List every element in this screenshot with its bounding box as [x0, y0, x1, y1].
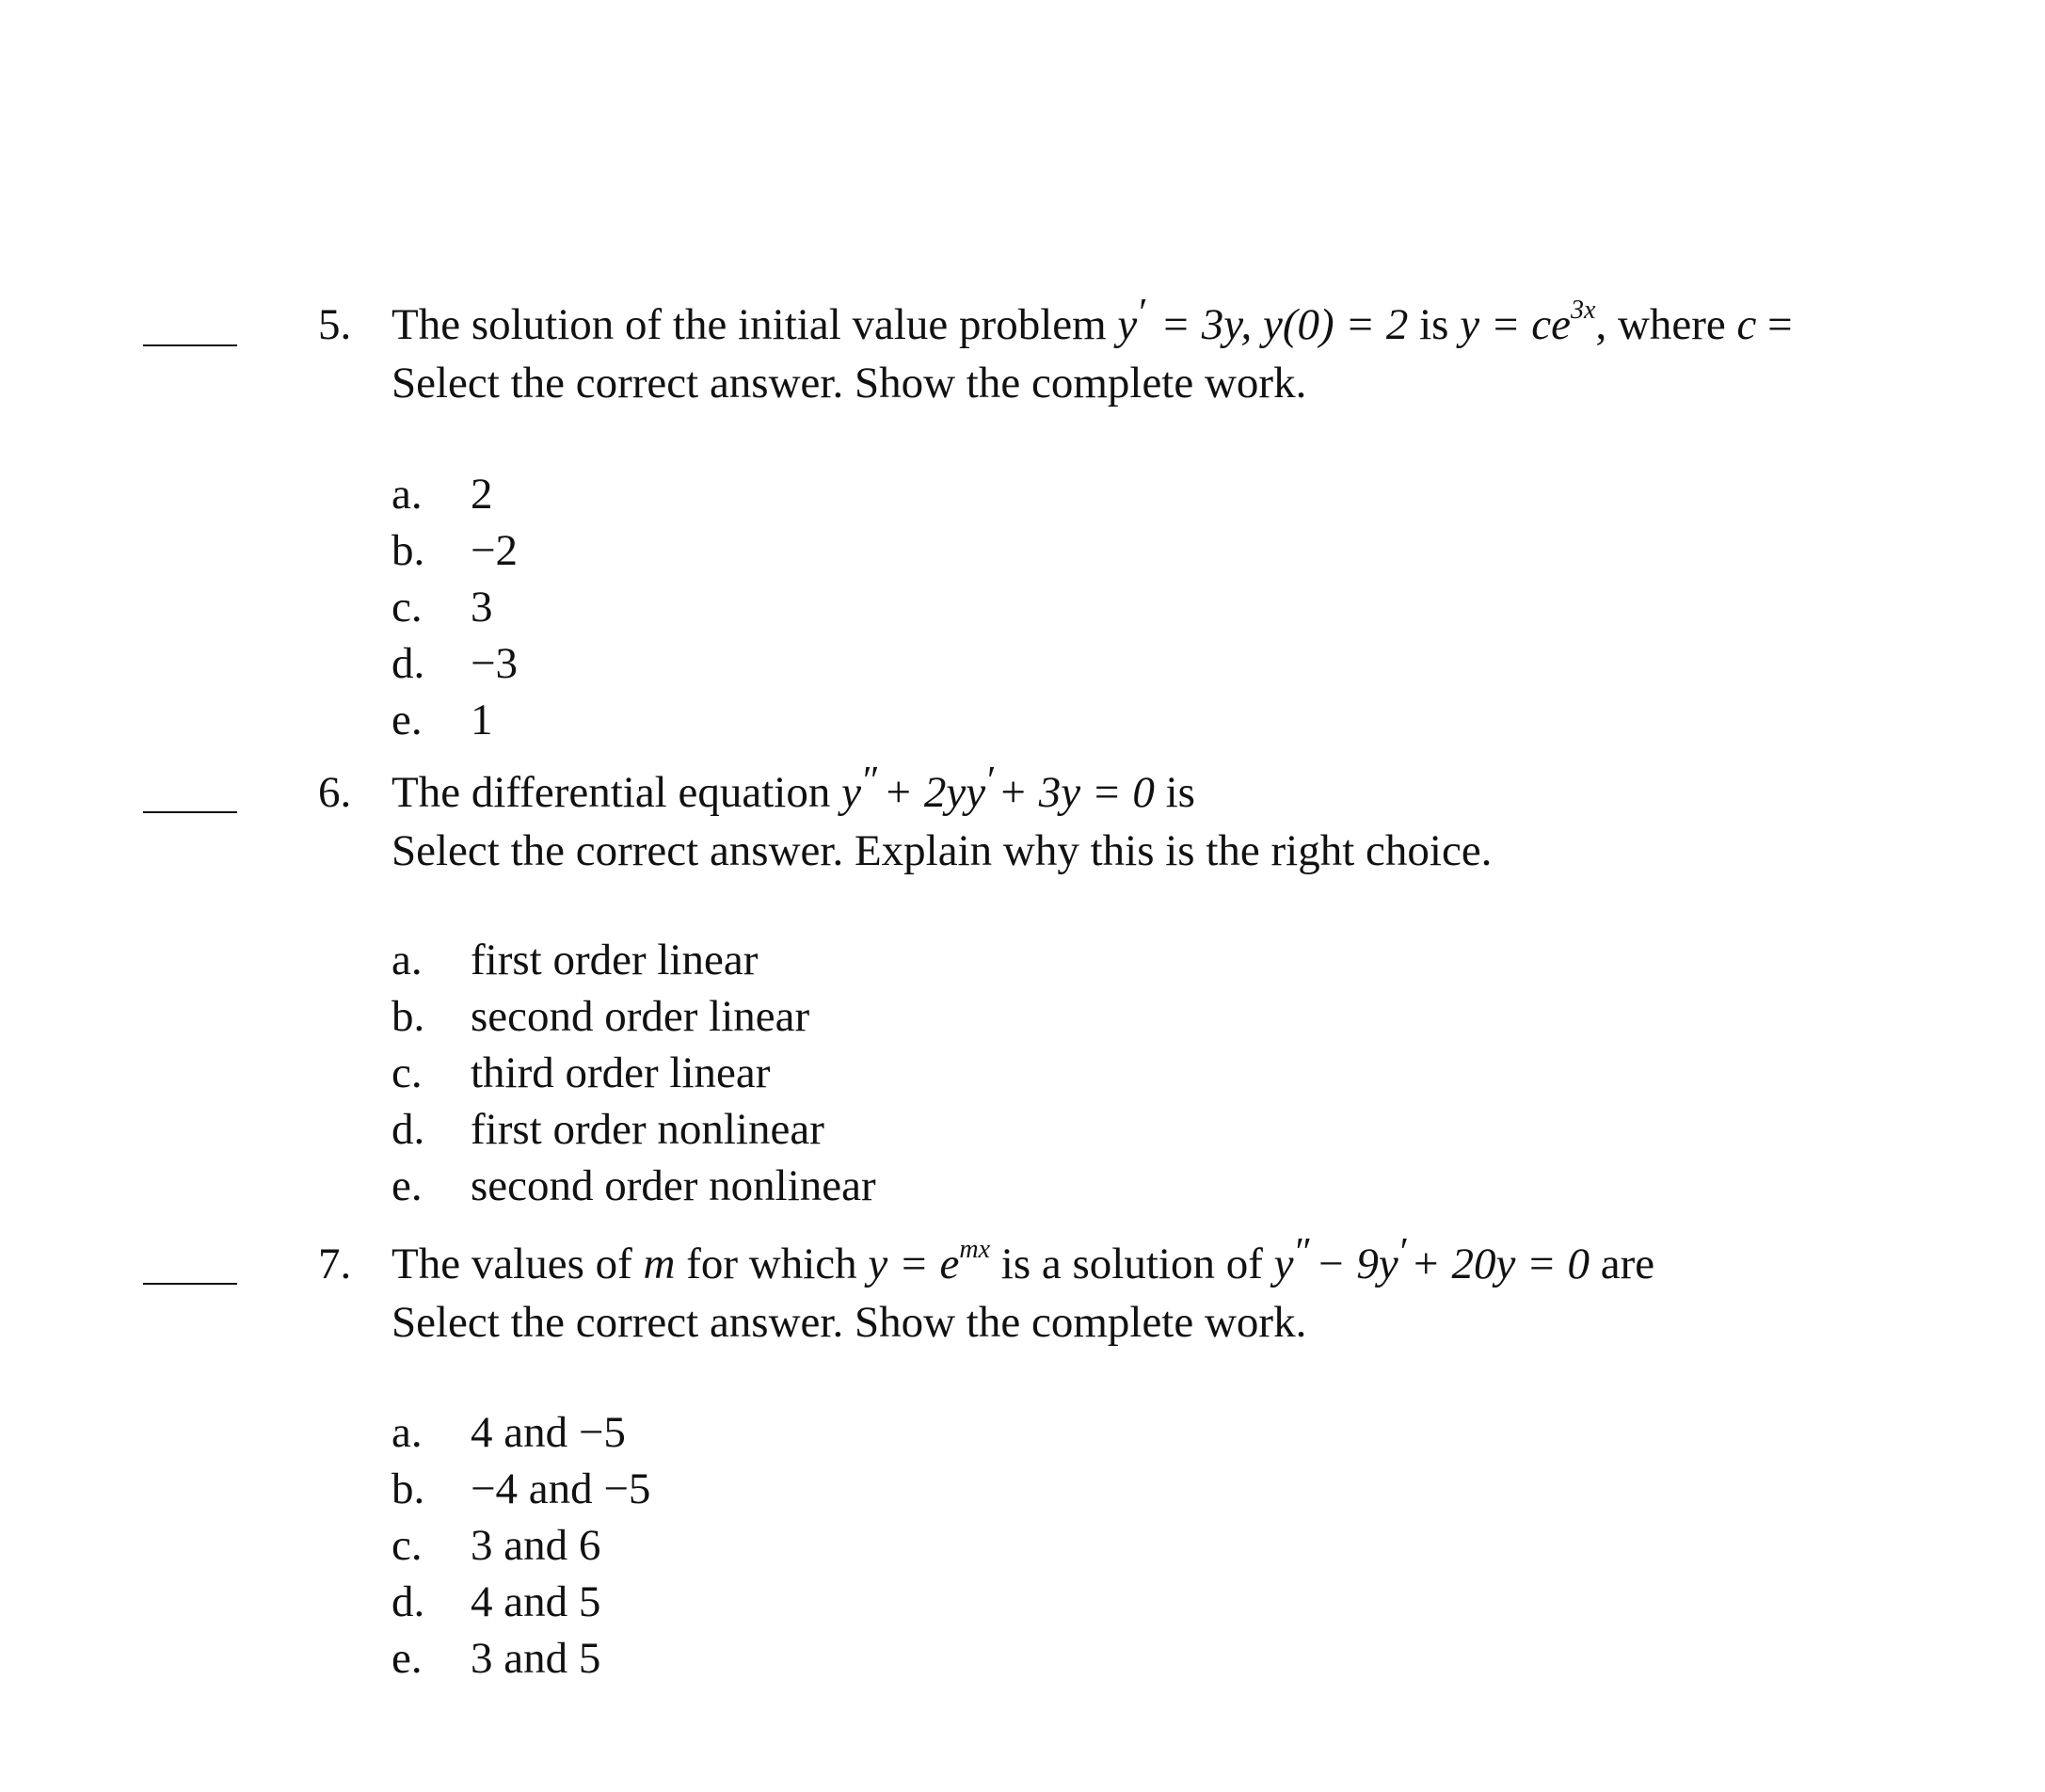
question-stem [391, 1231, 1655, 1352]
question-line-1: The values of m for which $y = e^{mx}$ is a solution of y″− 9y′+ 20y = 0 are [391, 1231, 1655, 1288]
math-expression: y″+ 2yy′+ 3y = 0 [841, 760, 1155, 817]
question-stem [391, 292, 1793, 413]
exponent: mx [959, 1235, 991, 1264]
answer-blank-q5[interactable] [143, 344, 237, 346]
question-text: The differential equation [391, 768, 831, 817]
question-line-1: The differential equation y″+ 2yy′+ 3y = 0 is [391, 760, 1195, 817]
question-line-1: The solution of the initial value problem y′ = 3y, y(0) = 2 is $y = ce^{3x}$, where c = [391, 292, 1793, 349]
question-text: The solution of the initial value problem [391, 300, 1107, 349]
question-instruction: Select the correct answer. Show the complete work. [391, 359, 1307, 408]
exponent: 3x [1571, 296, 1596, 325]
answer-blank-q7[interactable] [143, 1283, 237, 1285]
differential-equation: y″− 9y′+ 20y = 0 [1273, 1231, 1590, 1288]
math-expression: y′ = 3y, y(0) = 2 [1117, 292, 1409, 349]
question-number: 7. [318, 1240, 352, 1288]
solution-expression: y = ce [1460, 300, 1572, 349]
exam-page: 5. The solution of the initial value problem y′ = 3y, y(0) = 2 is $y = ce^{3x}$, where c = Select the correct answer. Show the complete work. a. 2 b. −2 c. 3 d. −3 e. 1 6. The differential equation y″+ 2yy′+ 3y = 0 is Select the correct answer. Explain why this is the right choice. a. first order linear b. second order linear c. third order linear d. first order nonlinear e. second order nonlinear 7. The values of m for which $y = e^{mx}$ is a solution of y″− 9y′+ 20y = 0 are Select the correct answer. Show the complete work. a. 4 and −5 b. −4 and −5 c. 3 and 6 d. 4 and 5 e. 3 and 5 [0, 0, 2045, 1792]
question-stem [391, 760, 1493, 881]
answer-blank-q6[interactable] [143, 811, 237, 813]
question-number: 5. [318, 300, 352, 349]
question-instruction: Select the correct answer. Show the complete work. [391, 1298, 1307, 1347]
question-number: 6. [318, 768, 352, 817]
math-expression: y = e [868, 1240, 960, 1288]
question-instruction: Select the correct answer. Explain why this is the right choice. [391, 826, 1493, 875]
